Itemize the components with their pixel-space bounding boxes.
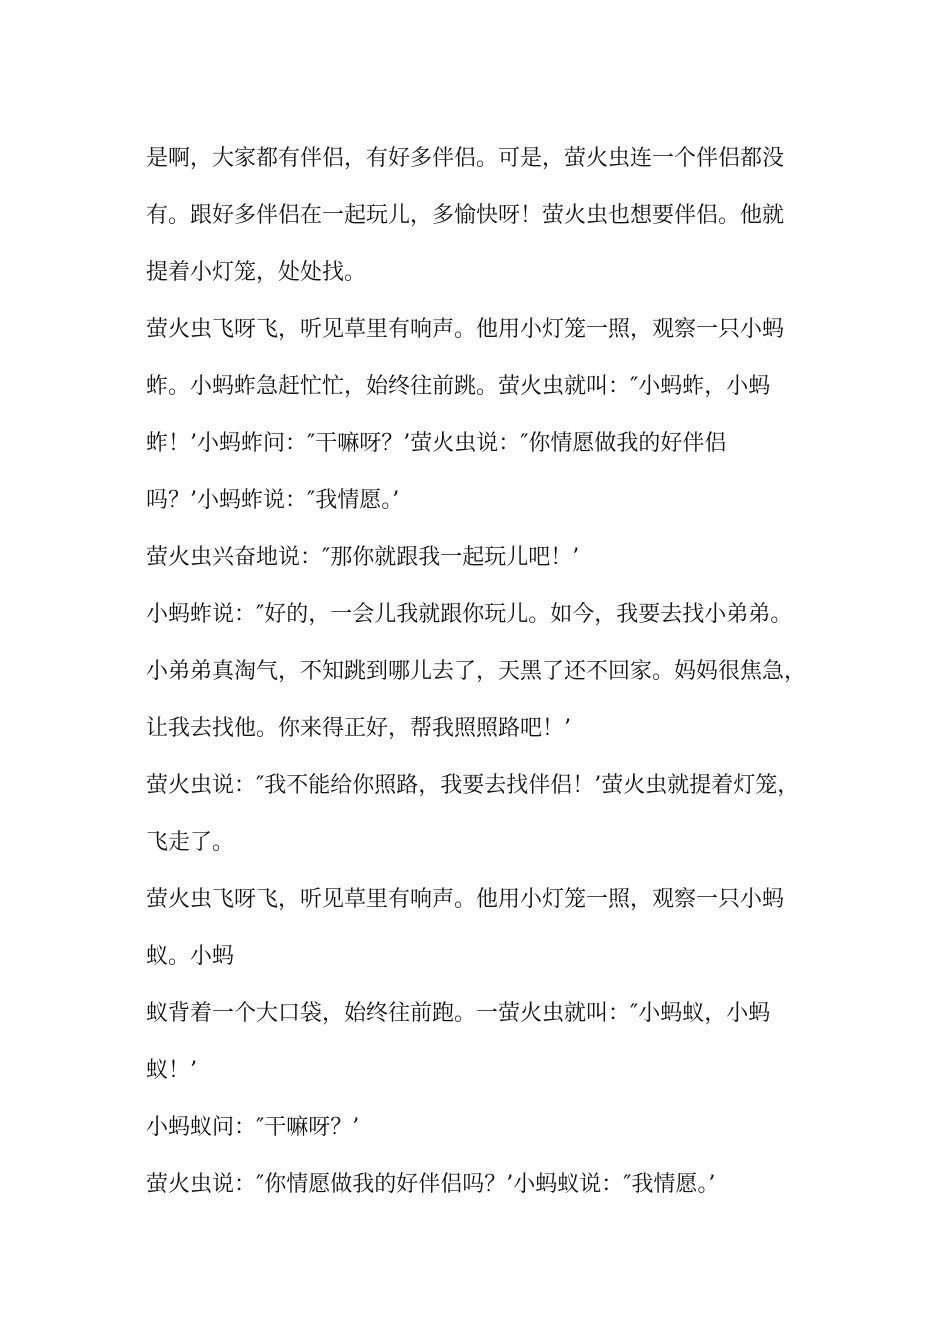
text-line: 小蚂蚁问：″干嘛呀？’ xyxy=(146,1115,360,1140)
text-line: 让我去找他。你来得正好，帮我照照路吧！’ xyxy=(146,716,571,741)
text-line: 小蚂蚱说：″好的，一会儿我就跟你玩儿。如今，我要去找小弟弟。 xyxy=(146,602,793,627)
story-text xyxy=(146,130,826,1213)
text-line: 小弟弟真淘气，不知跳到哪儿去了，天黑了还不回家。妈妈很焦急， xyxy=(146,659,807,684)
text-line: 有。跟好多伴侣在一起玩儿，多愉快呀！萤火虫也想要伴侣。他就 xyxy=(146,203,785,228)
text-line: 萤火虫飞呀飞，听见草里有响声。他用小灯笼一照，观察一只小蚂 xyxy=(146,317,785,342)
text-line: 吗？’小蚂蚱说：″我情愿。’ xyxy=(146,488,400,513)
text-line: 蚁！’ xyxy=(146,1058,197,1083)
text-line: 萤火虫飞呀飞，听见草里有响声。他用小灯笼一照，观察一只小蚂 xyxy=(146,887,785,912)
text-line: 萤火虫说：″你情愿做我的好伴侣吗？’小蚂蚁说：″我情愿。’ xyxy=(146,1172,716,1197)
text-line: 飞走了。 xyxy=(146,830,235,855)
text-line: 提着小灯笼，处处找。 xyxy=(146,260,367,285)
text-line: 萤火虫说：″我不能给你照路，我要去找伴侣！’萤火虫就提着灯笼， xyxy=(146,773,800,798)
text-line: 蚁。小蚂 xyxy=(146,944,235,969)
text-line: 蚁背着一个大口袋，始终往前跑。一萤火虫就叫：″小蚂蚁，小蚂 xyxy=(146,1001,771,1026)
text-line: 蚱。小蚂蚱急赶忙忙，始终往前跳。萤火虫就叫：″小蚂蚱，小蚂 xyxy=(146,374,771,399)
text-line: 蚱！’小蚂蚱问：″干嘛呀？’萤火虫说：″你情愿做我的好伴侣 xyxy=(146,431,727,456)
text-line: 萤火虫兴奋地说：″那你就跟我一起玩儿吧！’ xyxy=(146,545,580,570)
text-line: 是啊，大家都有伴侣，有好多伴侣。可是，萤火虫连一个伴侣都没 xyxy=(146,146,785,171)
